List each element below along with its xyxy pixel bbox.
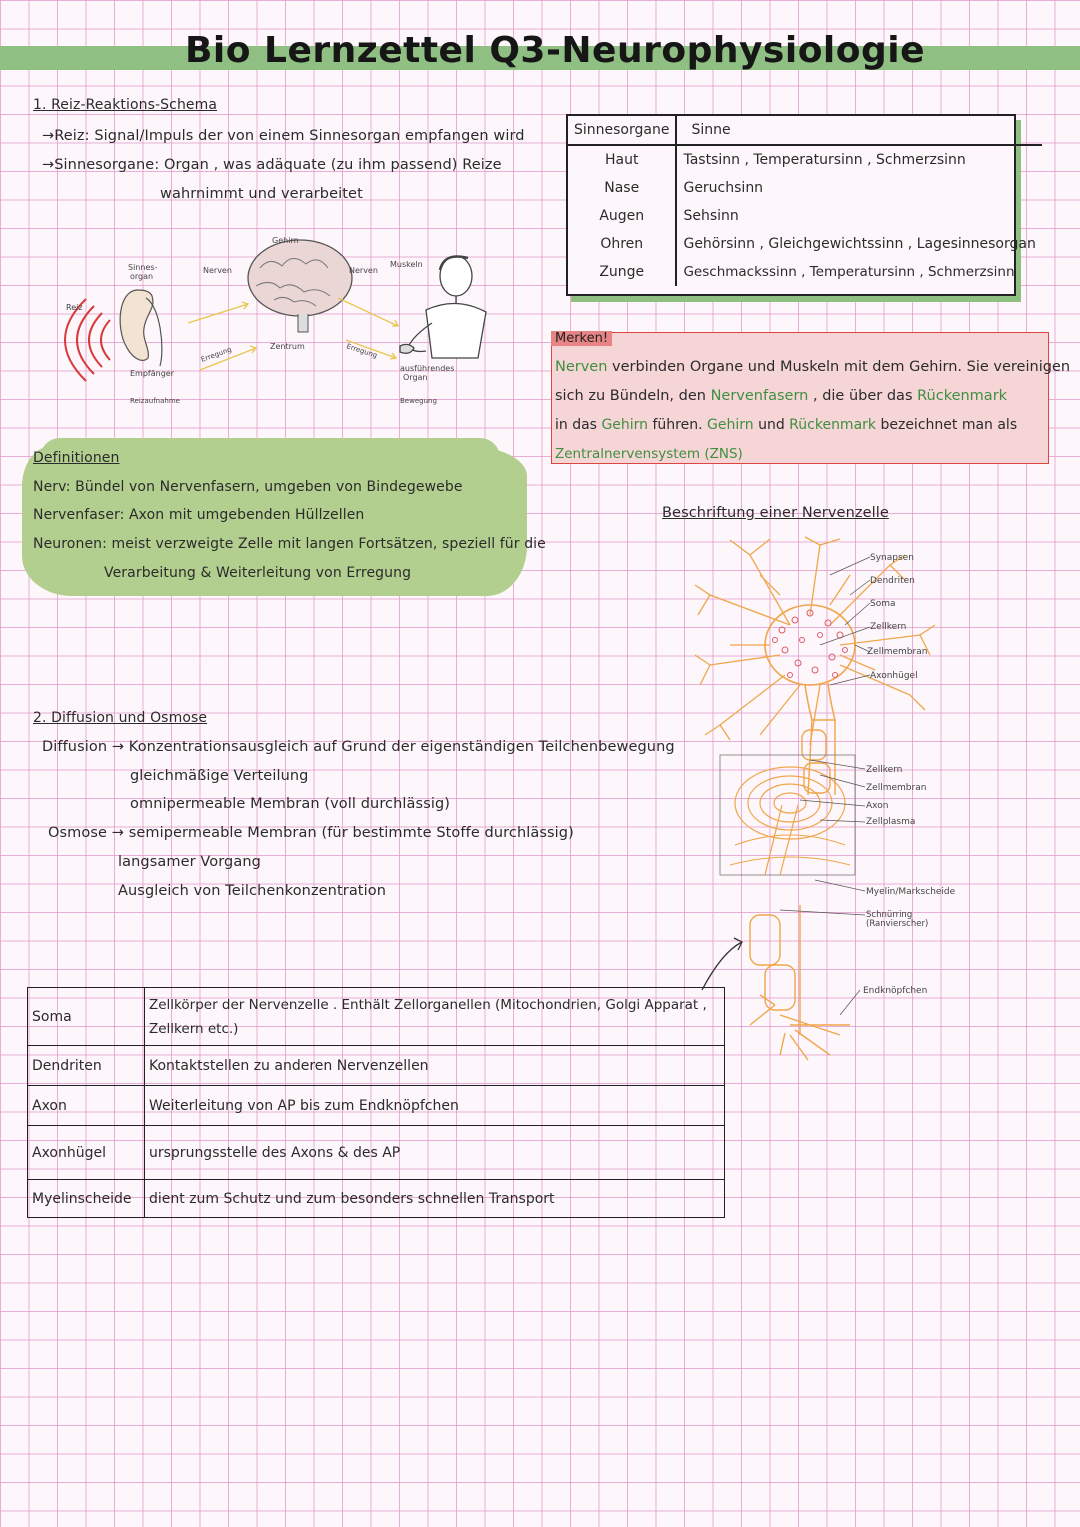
- ear-icon: [120, 290, 162, 366]
- merken-text: sich zu Bündeln, den: [555, 388, 711, 404]
- table-row: [568, 174, 1042, 202]
- desc-cell: ursprungsstelle des Axons & des AP: [145, 1126, 725, 1180]
- header-sinnesorgane: Sinnesorgane: [568, 116, 676, 145]
- organ-cell: Ohren: [568, 230, 676, 258]
- neuron-diagram: [690, 535, 980, 1065]
- sense-cell: Geschmackssinn , Temperatursinn , Schmerzsinn: [683, 264, 1015, 280]
- term-cell: Dendriten: [28, 1046, 145, 1086]
- sense-cell: Gehörsinn , Gleichgewichtssinn , Lagesinnesorgan: [683, 236, 1036, 252]
- section2-heading: 2. Diffusion und Osmose: [33, 710, 208, 726]
- table-row: [28, 988, 725, 1046]
- label-zellkern-2: Zellkern: [866, 765, 903, 775]
- sense-cell: Geruchsinn: [683, 180, 764, 196]
- page-title: Bio Lernzettel Q3-Neurophysiologie: [184, 30, 926, 71]
- table-row: [568, 258, 1042, 286]
- label-ausfuehrend-2: Organ: [403, 373, 428, 382]
- term-zns: Zentralnervensystem (ZNS): [555, 446, 743, 462]
- label-dendriten: Dendriten: [870, 576, 915, 586]
- osmose-line-1: Osmose → semipermeable Membran (für bestimmte Stoffe durchlässig): [48, 825, 574, 841]
- dendrites-drawing: [695, 537, 935, 745]
- term-nervenfasern: Nervenfasern: [710, 388, 809, 404]
- definitions-heading: Definitionen: [33, 450, 120, 466]
- label-empfaenger: Empfänger: [130, 369, 175, 378]
- desc-cell: dient zum Schutz und zum besonders schnellen Transport: [145, 1180, 725, 1218]
- sense-cell: Tastsinn , Temperatursinn , Schmerzsinn: [683, 152, 966, 168]
- label-schnuerring: Schnürring (Ranvierscher): [866, 910, 929, 929]
- term-cell: Axonhügel: [28, 1126, 145, 1180]
- label-erregung-1: Erregung: [199, 345, 233, 364]
- merken-text: , die über das: [808, 388, 918, 404]
- neuron-parts-table: [27, 987, 725, 1218]
- label-synapsen: Synapsen: [870, 553, 914, 563]
- desc-text-cont: Zellkern etc.): [149, 1020, 239, 1037]
- connector-arrow-icon: [702, 942, 742, 990]
- table-row: [28, 1086, 725, 1126]
- osmose-line-2: langsamer Vorgang: [118, 854, 261, 870]
- label-axon: Axon: [866, 801, 889, 811]
- table-row: [28, 1126, 725, 1180]
- desc-cell: Weiterleitung von AP bis zum Endknöpfchen: [145, 1086, 725, 1126]
- label-leader-lines: [780, 557, 870, 1015]
- merken-line-1: [555, 359, 1070, 375]
- merken-line-3: [555, 417, 1017, 433]
- diffusion-line-1: Diffusion → Konzentrationsausgleich auf Grund der eigenständigen Teilchenbewegung: [42, 739, 675, 755]
- table-row: [568, 145, 1042, 174]
- def-neuronen-cont: Verarbeitung & Weiterleitung von Erregung: [104, 565, 412, 581]
- osmose-line-3: Ausgleich von Teilchenkonzentration: [118, 883, 386, 899]
- reiz-definition: →Reiz: Signal/Impuls der von einem Sinnesorgan empfangen wird: [42, 128, 525, 144]
- sinnesorgane-definition: →Sinnesorgane: Organ , was adäquate (zu ihm passend) Reize: [42, 157, 502, 173]
- synapses-drawing: [773, 610, 848, 678]
- term-rueckenmark-2: Rückenmark: [789, 417, 877, 433]
- label-sinnesorgan: Sinnes-: [128, 263, 158, 272]
- label-zentrum: Zentrum: [270, 342, 305, 351]
- organ-cell: Haut: [568, 145, 676, 174]
- organ-cell: Augen: [568, 202, 676, 230]
- term-cell: Axon: [28, 1086, 145, 1126]
- label-soma: Soma: [870, 599, 896, 609]
- merken-line-2: [555, 388, 1007, 404]
- term-nerven: Nerven: [555, 359, 608, 375]
- merken-text: führen.: [648, 417, 708, 433]
- reiz-reaktion-diagram: [60, 228, 490, 413]
- desc-cell: [145, 988, 725, 1046]
- table-row: [28, 1180, 725, 1218]
- label-axonhuegel: Axonhügel: [870, 671, 918, 681]
- label-ausfuehrend: ausführendes: [400, 364, 455, 373]
- merken-text: in das: [555, 417, 602, 433]
- neuron-heading: Beschriftung einer Nervenzelle: [662, 505, 889, 521]
- sinnesorgane-definition-cont: wahrnimmt und verarbeitet: [160, 186, 363, 202]
- sense-cell: Sehsinn: [683, 208, 739, 224]
- table-row: [568, 230, 1042, 258]
- merken-text: und: [753, 417, 790, 433]
- label-erregung-2: Erregung: [345, 342, 379, 360]
- label-nerven-2: Nerven: [349, 266, 378, 275]
- label-zellkern: Zellkern: [870, 622, 907, 632]
- label-myelin: Myelin/Markscheide: [866, 887, 956, 897]
- merken-text: verbinden Organe und Muskeln mit dem Gehirn. Sie vereinigen: [607, 359, 1071, 375]
- senses-table: [566, 114, 1036, 296]
- table-row: [568, 202, 1042, 230]
- label-sinnesorgan-2: organ: [130, 272, 154, 281]
- senses-table-header: [568, 116, 1042, 145]
- label-endknoepfchen: Endknöpfchen: [863, 986, 928, 996]
- label-muskeln: Muskeln: [390, 260, 423, 269]
- term-gehirn: Gehirn: [601, 417, 649, 433]
- desc-cell: Kontaktstellen zu anderen Nervenzellen: [145, 1046, 725, 1086]
- term-cell: Soma: [28, 988, 145, 1046]
- label-reiz: Reiz: [66, 303, 83, 312]
- label-bewegung: Bewegung: [400, 397, 437, 405]
- diffusion-line-2: gleichmäßige Verteilung: [130, 768, 309, 784]
- person-icon: [400, 256, 486, 358]
- diffusion-line-3: omnipermeable Membran (voll durchlässig): [130, 796, 451, 812]
- def-nervenfaser: Nervenfaser: Axon mit umgebenden Hüllzellen: [33, 507, 365, 523]
- table-row: [28, 1046, 725, 1086]
- section1-heading: 1. Reiz-Reaktions-Schema: [33, 97, 218, 113]
- label-zellmembran-2: Zellmembran: [866, 783, 927, 793]
- term-rueckenmark: Rückenmark: [917, 388, 1008, 404]
- label-zellmembran: Zellmembran: [867, 647, 928, 657]
- label-gehirn: Gehirn: [272, 236, 299, 245]
- header-sinne: Sinne: [676, 116, 1041, 145]
- term-cell: Myelinscheide: [28, 1180, 145, 1218]
- def-neuronen: Neuronen: meist verzweigte Zelle mit langen Fortsätzen, speziell für die: [33, 536, 546, 552]
- organ-cell: Zunge: [568, 258, 676, 286]
- label-nerven-1: Nerven: [203, 266, 232, 275]
- brain-icon: [248, 240, 352, 332]
- label-reizaufnahme: Reizaufnahme: [130, 397, 180, 405]
- label-zellplasma: Zellplasma: [866, 817, 916, 827]
- merken-label: Merken!: [551, 331, 612, 346]
- organ-cell: Nase: [568, 174, 676, 202]
- term-gehirn-2: Gehirn: [707, 417, 754, 433]
- def-nerv: Nerv: Bündel von Nervenfasern, umgeben von Bindegewebe: [33, 479, 463, 495]
- desc-text: Zellkörper der Nervenzelle . Enthält Zellorganellen (Mitochondrien, Golgi Apparat ,: [149, 996, 707, 1013]
- merken-text: bezeichnet man als: [876, 417, 1018, 433]
